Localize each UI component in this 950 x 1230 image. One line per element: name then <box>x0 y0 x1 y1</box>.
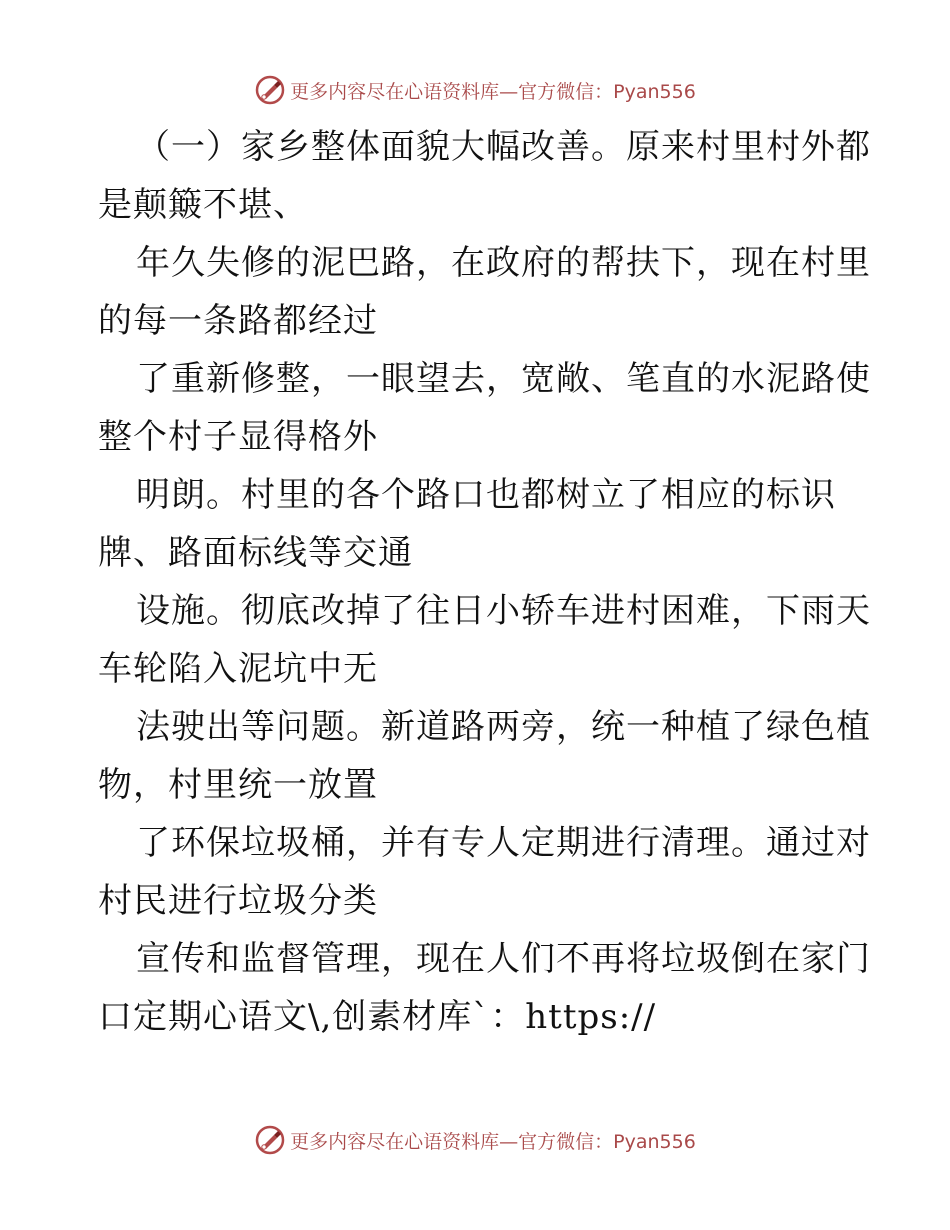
header-watermark <box>0 70 950 110</box>
document-body <box>98 118 871 1046</box>
body-line: 车轮陷入泥坑中无 <box>98 649 378 689</box>
footer-watermark <box>0 1120 950 1160</box>
wechat-id: Pyan556 <box>613 80 696 103</box>
watermark-text: 更多内容尽在心语资料库—官方微信：Pyan556 <box>290 1130 696 1153</box>
body-line: （一）家乡整体面貌大幅改善。原来村里村外都 <box>136 127 871 167</box>
pen-circle-icon <box>254 74 286 106</box>
watermark-text: 更多内容尽在心语资料库—官方微信：Pyan556 <box>290 80 696 103</box>
body-line: 物，村里统一放置 <box>98 765 378 805</box>
wechat-id: Pyan556 <box>613 1130 696 1153</box>
body-line: 村民进行垃圾分类 <box>98 881 378 921</box>
pen-circle-icon <box>254 1124 286 1156</box>
body-line: 牌、路面标线等交通 <box>98 533 413 573</box>
body-line: 宣传和监督管理，现在人们不再将垃圾倒在家门 <box>136 939 871 979</box>
body-line: 了重新修整，一眼望去，宽敞、笔直的水泥路使 <box>136 359 871 399</box>
body-line: 的每一条路都经过 <box>98 301 378 341</box>
body-line: 整个村子显得格外 <box>98 417 378 457</box>
body-line: 是颠簸不堪、 <box>98 185 308 225</box>
body-line: 口定期心语文\,创素材库`：https:// <box>98 997 657 1037</box>
body-line: 法驶出等问题。新道路两旁，统一种植了绿色植 <box>136 707 871 747</box>
body-line: 设施。彻底改掉了往日小轿车进村困难，下雨天 <box>136 591 871 631</box>
body-line: 明朗。村里的各个路口也都树立了相应的标识 <box>136 475 836 515</box>
body-line: 年久失修的泥巴路，在政府的帮扶下，现在村里 <box>136 243 871 283</box>
body-line: 了环保垃圾桶，并有专人定期进行清理。通过对 <box>136 823 871 863</box>
